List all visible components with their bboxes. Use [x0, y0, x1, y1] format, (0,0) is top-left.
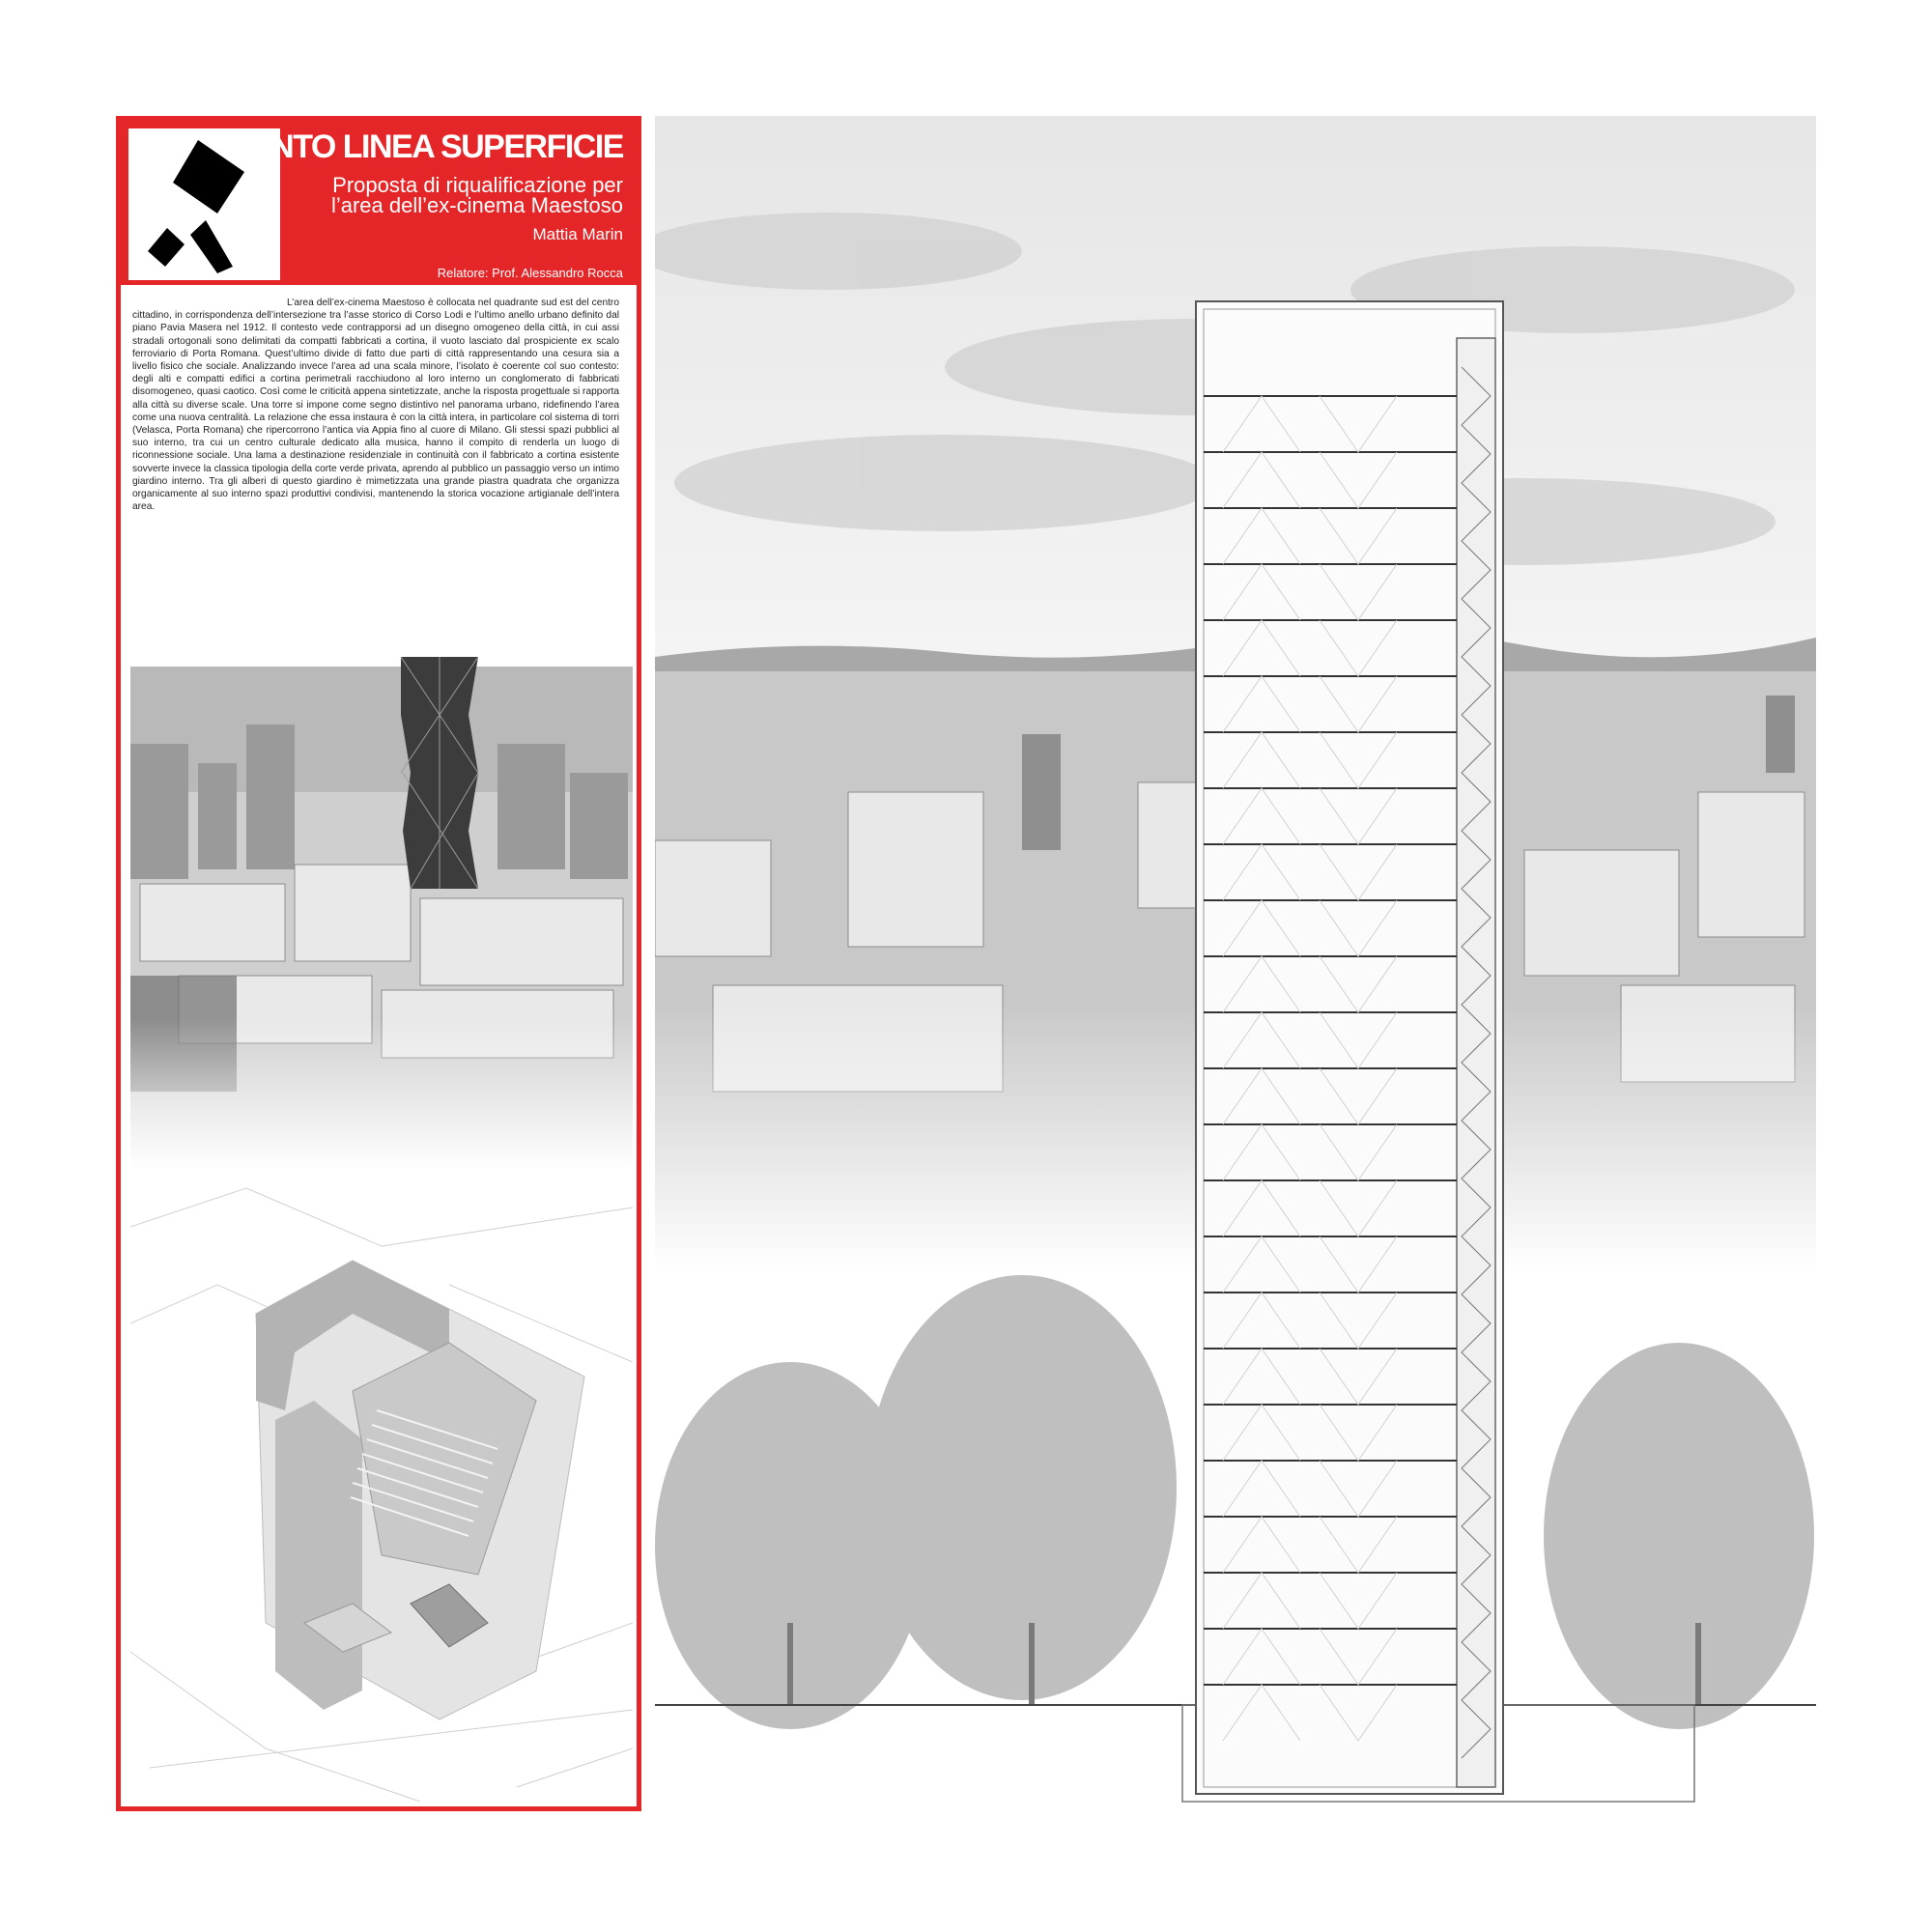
project-description: L’area dell’ex-cinema Maestoso è collocata nel quadrante sud est del centro cittadino, in corrispondenza dell’intersezione tra l’asse storico di Corso Lodi e l’ultimo anello urbano definito dal piano Pavia Masera nel 1912. Il contesto vede contrapporsi ad un disegno omogeneo della città, in cui assi stradali ortogonali sono delimitati da compatti fabbricati a cortina, il vuoto lasciato dal prospiciente ex scalo ferroviario di Porta Romana. Quest’ultimo divide di fatto due parti di città rappresentando una cesura sia a livello fisico che sociale. Analizzando invece l’area ad una scala minore, l’isolato è coerente col suo contesto: degli alti e compatti edifici a cortina perimetrali racchiudono al loro interno un conglomerato di fabbricati disomogeneo, quasi caotico. Così come le criticità appena sintetizzate, anche la risposta progettuale si rapporta alla città su diverse scale. Una torre si impone come segno distintivo nel panorama urbano, ridefinendo l’area come una nuova centralità. La relazione che essa instaura è con la città intera, in particolare col sistema di torri (Velasca, Porta Romana) che ripercorrono l’antica via Appia fino al cuore di Milano. Gli stessi spazi pubblici al suo interno, tra cui un centro culturale dedicato alla musica, hanno il compito di renderla un luogo di riconnessione sociale. Una lama a destinazione residenziale in continuità con il fabbricato a cortina esistente sovverte invece la classica tipologia della corte verde privata, aprendo al pubblico un passaggio verso un intimo giardino interno. Tra gli alberi di questo giardino è mimetizzata una grande piastra quadrata che organizza organicamente al suo interno spazi produttivi condivisi, mantenendo la storica vocazione artigianale dell’intera area. [132, 298, 619, 513]
project-title: PUNTO LINEA SUPERFICIE [227, 128, 623, 165]
author-name: Mattia Marin [532, 225, 623, 243]
site-plan [130, 1169, 633, 1802]
city-panorama-left [130, 657, 633, 1169]
tower-section-drawing [655, 116, 1816, 1816]
subtitle-line-1: Proposta di riqualificazione per [332, 173, 623, 197]
info-panel [116, 116, 641, 1811]
title-block [121, 121, 637, 285]
supervisor-name: Relatore: Prof. Alessandro Rocca [437, 266, 623, 280]
tower-section [1196, 301, 1503, 1794]
subtitle-line-2: l’area dell’ex-cinema Maestoso [330, 193, 623, 217]
project-subtitle [331, 175, 623, 215]
